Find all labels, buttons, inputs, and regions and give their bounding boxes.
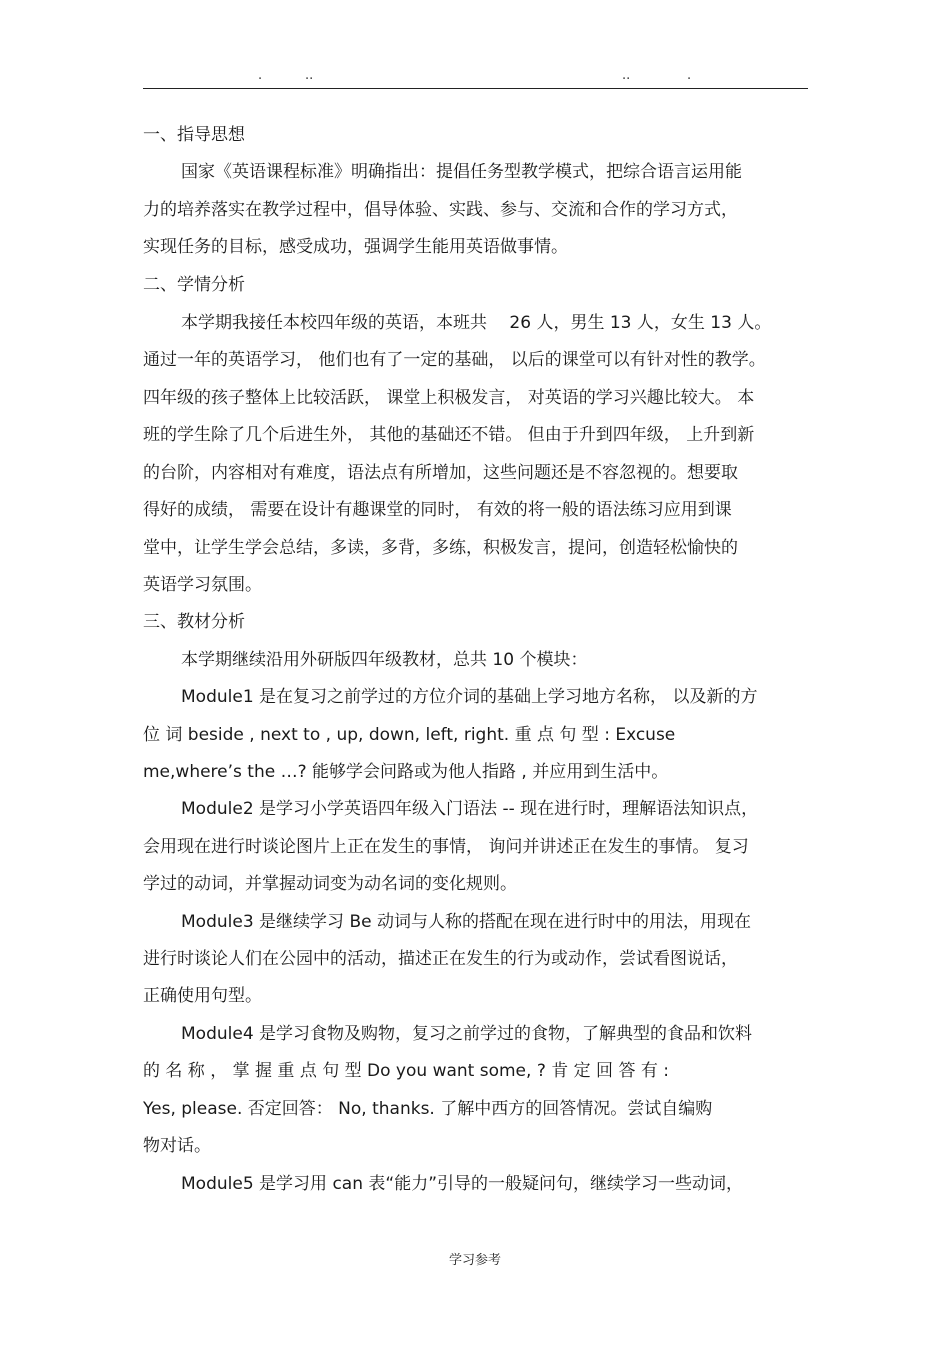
page-header	[143, 68, 808, 88]
paragraph-line: Module1 是在复习之前学过的方位介词的基础上学习地方名称， 以及新的方	[181, 687, 758, 707]
paragraph-line: 四年级的孩子整体上比较活跃， 课堂上积极发言， 对英语的学习兴趣比较大。 本	[143, 388, 755, 408]
section-heading: 一、指导思想	[143, 125, 245, 145]
paragraph-line: Module5 是学习用 can 表“能力”引导的一般疑问句，继续学习一些动词，	[181, 1174, 743, 1194]
paragraph-line: 班的学生除了几个后进生外， 其他的基础还不错。 但由于升到四年级， 上升到新	[143, 425, 755, 445]
paragraph-line: Yes, please. 否定回答： No, thanks. 了解中西方的回答情况。尝试自编购	[143, 1099, 713, 1119]
paragraph-line: 力的培养落实在教学过程中，倡导体验、实践、参与、交流和合作的学习方式，	[143, 200, 738, 220]
paragraph-line: 正确使用句型。	[143, 986, 262, 1006]
paragraph-line: 的台阶，内容相对有难度，语法点有所增加，这些问题还是不容忽视的。想要取	[143, 463, 738, 483]
paragraph-line: 国家《英语课程标准》明确指出：提倡任务型教学模式，把综合语言运用能	[181, 162, 742, 182]
header-mark: ..	[305, 68, 314, 83]
header-mark: .	[258, 68, 263, 83]
section-heading: 三、教材分析	[143, 612, 245, 632]
paragraph-line: 本学期继续沿用外研版四年级教材，总共 10 个模块：	[181, 650, 588, 670]
paragraph-line: 会用现在进行时谈论图片上正在发生的事情， 询问并讲述正在发生的事情。 复习	[143, 837, 749, 857]
paragraph-line: 物对话。	[143, 1136, 211, 1156]
header-mark: ..	[622, 68, 631, 83]
paragraph-line: 本学期我接任本校四年级的英语，本班共 26 人，男生 13 人，女生 13 人。	[181, 313, 772, 333]
paragraph-line: me,where’s the …? 能够学会问路或为他人指路 , 并应用到生活中。	[143, 762, 669, 782]
section-heading: 二、学情分析	[143, 275, 245, 295]
paragraph-line: 位 词 beside , next to , up, down, left, right. 重 点 句 型 : Excuse	[143, 725, 676, 745]
paragraph-line: 学过的动词，并掌握动词变为动名词的变化规则。	[143, 874, 517, 894]
page-footer: 学习参考	[448, 1253, 501, 1268]
paragraph-line: 堂中，让学生学会总结，多读，多背，多练，积极发言，提问，创造轻松愉快的	[143, 538, 738, 558]
header-rule	[143, 88, 808, 89]
paragraph-line: 的 名 称 ， 掌 握 重 点 句 型 Do you want some, ? 肯 定 回 答 有 :	[143, 1061, 669, 1081]
header-mark: .	[687, 68, 692, 83]
paragraph-line: 得好的成绩， 需要在设计有趣课堂的同时， 有效的将一般的语法练习应用到课	[143, 500, 732, 520]
paragraph-line: 进行时谈论人们在公园中的活动，描述正在发生的行为或动作，尝试看图说话，	[143, 949, 738, 969]
paragraph-line: Module2 是学习小学英语四年级入门语法 -- 现在进行时，理解语法知识点，	[181, 799, 759, 819]
paragraph-line: 英语学习氛围。	[143, 575, 262, 595]
paragraph-line: Module4 是学习食物及购物，复习之前学过的食物，了解典型的食品和饮料	[181, 1024, 753, 1044]
paragraph-line: 通过一年的英语学习， 他们也有了一定的基础， 以后的课堂可以有针对性的教学。	[143, 350, 766, 370]
paragraph-line: 实现任务的目标，感受成功，强调学生能用英语做事情。	[143, 237, 568, 257]
paragraph-line: Module3 是继续学习 Be 动词与人称的搭配在现在进行时中的用法，用现在	[181, 912, 751, 932]
